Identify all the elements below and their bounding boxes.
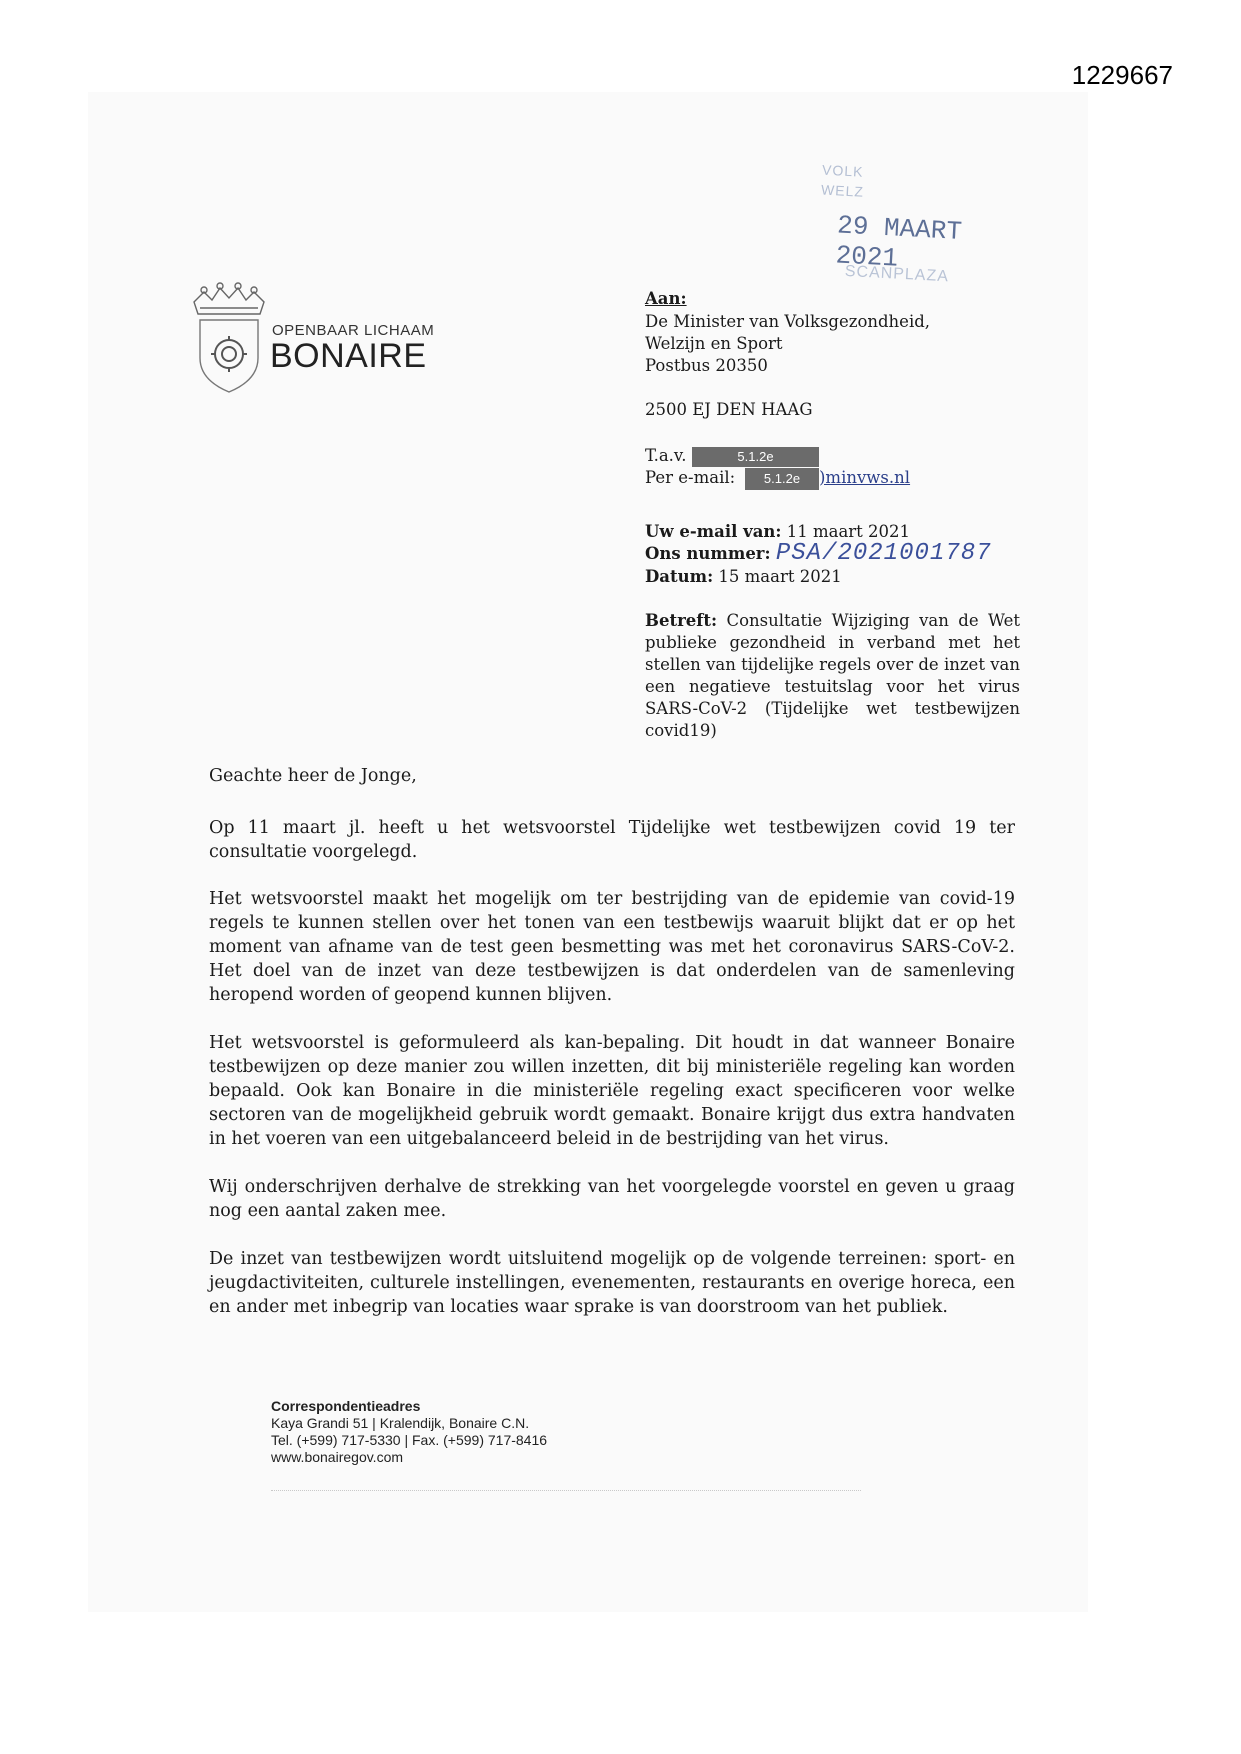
paragraph-5: De inzet van testbewijzen wordt uitsluitend mogelijk op de volgende terreinen: sport- en jeugdactiviteiten, culturele instellingen, evenementen, restaurants en overige horeca, een en ander met inbegrip van locaties waar sprake is van doorstroom van het publiek.	[209, 1249, 1015, 1317]
salutation: Geachte heer de Jonge,	[209, 766, 417, 786]
stamp-line2: WELZ	[820, 181, 865, 200]
paragraph-1: Op 11 maart jl. heeft u het wetsvoorstel Tijdelijke wet testbewijzen covid 19 ter consultatie voorgelegd.	[209, 818, 1015, 862]
ons-nummer-handwritten: PSA/2021001787	[775, 540, 992, 567]
datum-row	[645, 566, 842, 588]
email-redaction: 5.1.2e	[745, 468, 819, 490]
paragraph-3: Het wetsvoorstel is geformuleerd als kan-bepaling. Dit houdt in dat wanneer Bonaire testbewijzen op deze manier zou willen inzetten, dit bij ministeriële regeling kan worden bepaald. Ook kan Bonaire in die ministeriële regeling exact specificeren voor welke sectoren van de mogelijkheid gebruik wordt gemaakt. Bonaire krijgt dus extra handvaten in het voeren van een uitgebalanceerd beleid in de bestrijding van het virus.	[209, 1033, 1015, 1149]
address-line3: Postbus 20350	[645, 356, 768, 375]
footer-website[interactable]: www.bonairegov.com	[271, 1449, 404, 1465]
subject-label: Betreft:	[645, 611, 718, 630]
footer-line1: Kaya Grandi 51 | Kralendijk, Bonaire C.N.	[271, 1415, 530, 1431]
coat-of-arms-icon	[190, 280, 268, 400]
subject-block	[645, 610, 1020, 742]
address-line4: 2500 EJ DEN HAAG	[645, 400, 813, 419]
logo-text-bonaire: BONAIRE	[270, 337, 427, 375]
footer-heading: Correspondentieadres	[271, 1398, 421, 1414]
address-heading: Aan:	[645, 289, 687, 308]
datum-label: Datum:	[645, 567, 714, 586]
uw-email-value: 11 maart 2021	[786, 522, 911, 541]
correspondence-address	[271, 1398, 547, 1466]
paragraph-4: Wij onderschrijven derhalve de strekking van het voorgelegde voorstel en geven u graag nog een aantal zaken mee.	[209, 1177, 1015, 1221]
email-label: Per e-mail:	[645, 468, 736, 487]
ons-nummer-row	[645, 540, 992, 567]
address-line2: Welzijn en Sport	[645, 334, 783, 353]
stamp-date: 29 MAART 2021	[834, 210, 963, 274]
subject-text: Consultatie Wijziging van de Wet publieke gezondheid in verband met het stellen van tijdelijke regels over de inzet van een negatieve testuitslag voor het virus SARS-CoV-2 (Tijdelijke wet testbewijzen covid19)	[645, 611, 1021, 740]
address-line1: De Minister van Volksgezondheid,	[645, 312, 931, 331]
footer-line2: Tel. (+599) 717-5330 | Fax. (+599) 717-8416	[271, 1432, 548, 1448]
bonaire-logo	[190, 280, 450, 400]
tav-redaction: 5.1.2e	[692, 447, 819, 467]
received-stamp	[811, 157, 998, 306]
tav-label: T.a.v.	[645, 446, 687, 465]
ons-nummer-label: Ons nummer:	[645, 544, 771, 563]
stamp-line1: VOLK	[821, 161, 864, 180]
footer-divider	[271, 1490, 861, 1491]
email-address-suffix[interactable]: )minvws.nl	[819, 468, 911, 487]
logo-text-openbaar-lichaam: OPENBAAR LICHAAM	[272, 322, 435, 339]
datum-value: 15 maart 2021	[718, 567, 842, 586]
paragraph-2: Het wetsvoorstel maakt het mogelijk om ter bestrijding van de epidemie van covid-19 regels te kunnen stellen over het tonen van een testbewijs waaruit blijkt dat er op het moment van afname van de test geen besmetting was met het coronavirus SARS-CoV-2. Het doel van de inzet van deze testbewijzen is dat onderdelen van de samenleving heropend worden of geopend kunnen blijven.	[209, 889, 1015, 1005]
uw-email-label: Uw e-mail van:	[645, 522, 782, 541]
document-id: 1229667	[1071, 60, 1173, 90]
stamp-place: SCANPLAZA	[844, 262, 950, 286]
